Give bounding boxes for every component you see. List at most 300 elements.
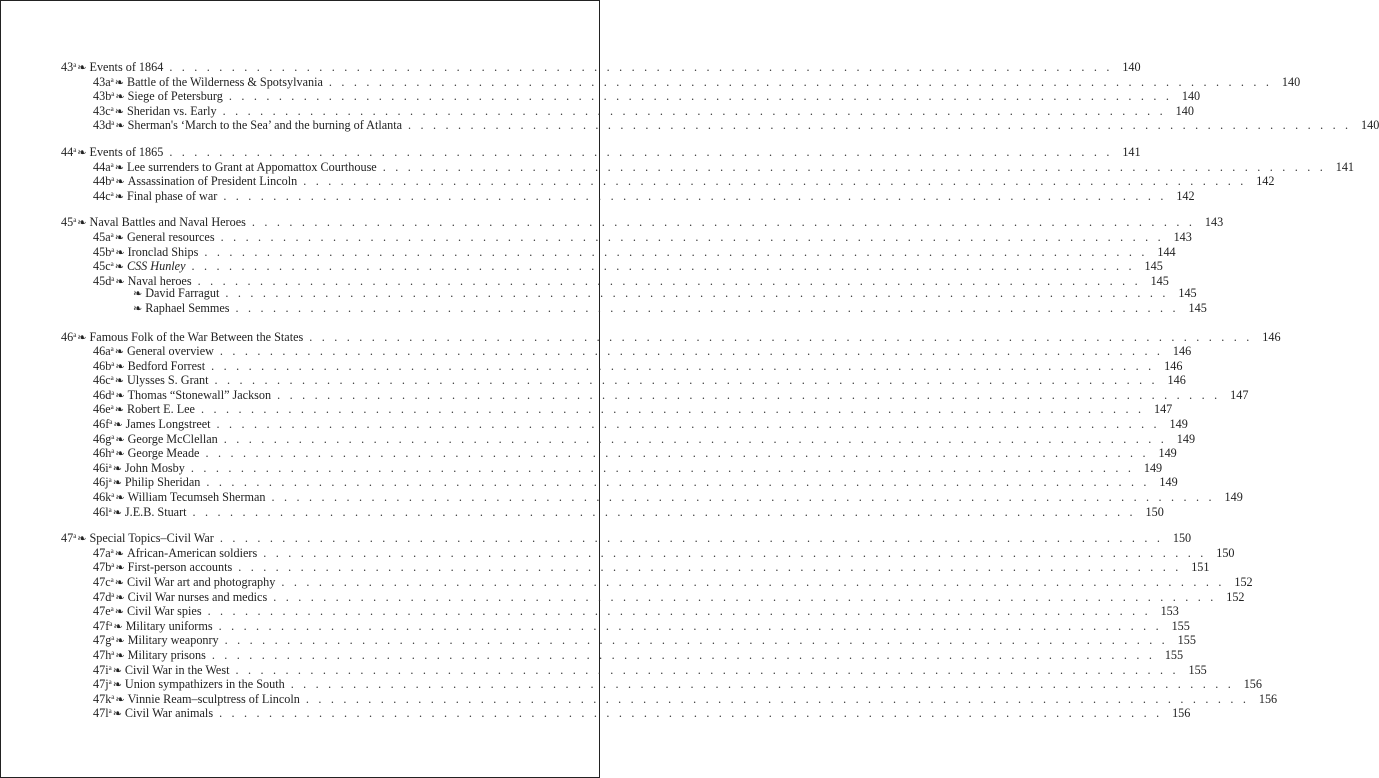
- fleuron-icon: ❧: [115, 649, 125, 662]
- entry-title: Vinnie Ream–sculptress of Lincoln: [127, 691, 300, 706]
- entry-number-superscript: a: [111, 175, 115, 184]
- entry-number-superscript: a: [111, 245, 115, 254]
- toc-section: [1, 58, 1379, 133]
- toc-entry[interactable]: [93, 116, 1379, 133]
- toc-entry[interactable]: [93, 243, 1176, 259]
- leader-dots: . . . . . . . . . . . . . . . . . . . . . . . . . . . . . . . . . . . . . . . . . . . . . . . . . . . . . . . . . . . . . . . . . . . . . . . . . . . .: [303, 174, 1247, 189]
- toc-entry[interactable]: [93, 704, 1191, 721]
- entry-title: Ulysses S. Grant: [126, 373, 209, 388]
- entry-number-text: 47k: [93, 691, 112, 706]
- leader-dots: . . . . . . . . . . . . . . . . . . . . . . . . . . . . . . . . . . . . . . . . . . . . . . . . . . . . . . . . . . . . . . . . . . . . . . . . . . . .: [277, 387, 1221, 402]
- entry-number-text: 45: [61, 215, 74, 230]
- entry-title: Famous Folk of the War Between the States: [89, 329, 304, 344]
- entry-page-number: 140: [1361, 118, 1379, 133]
- fleuron-icon: ❧: [77, 217, 87, 230]
- fleuron-icon: ❧: [115, 693, 125, 706]
- entry-number-text: 45b: [93, 244, 112, 259]
- toc-entry[interactable]: [93, 544, 1235, 560]
- entry-title: Events of 1865: [89, 144, 164, 159]
- fleuron-icon: ❧: [114, 190, 124, 203]
- entry-number-superscript: a: [110, 160, 114, 169]
- leader-dots: . . . . . . . . . . . . . . . . . . . . . . . . . . . . . . . . . . . . . . . . . . . . . . . . . . . . . . . . . . . . . . . . . . . . . . . . . . . .: [273, 589, 1217, 604]
- toc-entry[interactable]: [93, 187, 1195, 203]
- entry-number-text: 43d: [93, 118, 112, 133]
- entry-number-superscript: a: [111, 119, 115, 128]
- entry-title: Siege of Petersburg: [127, 89, 223, 104]
- entry-title: J.E.B. Stuart: [124, 504, 187, 519]
- entry-number-superscript: a: [111, 590, 115, 599]
- fleuron-icon: ❧: [112, 708, 122, 721]
- leader-dots: . . . . . . . . . . . . . . . . . . . . . . . . . . . . . . . . . . . . . . . . . . . . . . . . . . . . . . . . . . . . . . . . . . . . . . . . . . . .: [190, 460, 1135, 475]
- toc-entry[interactable]: [93, 488, 1243, 505]
- entry-number-superscript: a: [73, 532, 77, 541]
- entry-title: John Mosby: [124, 460, 185, 475]
- leader-dots: . . . . . . . . . . . . . . . . . . . . . . . . . . . . . . . . . . . . . . . . . . . . . . . . . . . . . . . . . . . . . . . . . . . . . . . . . . . .: [211, 647, 1156, 662]
- toc-entry[interactable]: [93, 617, 1190, 633]
- entry-number-text: 43c: [93, 103, 111, 118]
- toc-entry[interactable]: [93, 400, 1173, 417]
- leader-dots: . . . . . . . . . . . . . . . . . . . . . . . . . . . . . . . . . . . . . . . . . . . . . . . . . . . . . . . . . . . . . . . . . . . . . . . . . . . .: [192, 504, 1136, 519]
- entry-title: Naval Battles and Naval Heroes: [89, 215, 246, 230]
- leader-dots: . . . . . . . . . . . . . . . . . . . . . . . . . . . . . . . . . . . . . . . . . . . . . . . . . . . . . . . . . . . . . . . . . . . . . . . . . . . .: [263, 545, 1207, 560]
- toc-entry[interactable]: [132, 286, 1197, 301]
- fleuron-icon: ❧: [114, 375, 124, 388]
- entry-title: Civil War in the West: [124, 662, 230, 677]
- entry-title: Military prisons: [127, 647, 206, 662]
- entry-number-text: 43b: [93, 89, 112, 104]
- entry-number-text: 45a: [93, 229, 111, 244]
- fleuron-icon: ❧: [112, 664, 122, 677]
- leader-dots: . . . . . . . . . . . . . . . . . . . . . . . . . . . . . . . . . . . . . . . . . . . . . . . . . . . . . . . . . . . . . . . . . . . . . . . . . . . .: [223, 188, 1167, 203]
- entry-number-text: 47a: [93, 545, 111, 560]
- entry-number-text: 47: [61, 531, 74, 546]
- fleuron-icon: ❧: [115, 448, 125, 461]
- toc-entry[interactable]: [93, 661, 1207, 677]
- toc-entry[interactable]: [61, 143, 1141, 159]
- fleuron-icon: ❧: [114, 606, 124, 619]
- fleuron-icon: ❧: [114, 346, 124, 359]
- entry-number-text: 47h: [93, 647, 112, 662]
- leader-dots: . . . . . . . . . . . . . . . . . . . . . . . . . . . . . . . . . . . . . . . . . . . . . . . . . . . . . . . . . . . . . . . . . . . . . . . . . . . .: [219, 344, 1164, 359]
- fleuron-icon: ❧: [114, 161, 124, 174]
- entry-number-text: 46i: [93, 460, 109, 475]
- entry-page-number: 150: [1172, 531, 1192, 546]
- fleuron-icon: ❧: [114, 76, 124, 89]
- entry-page-number: 143: [1204, 215, 1224, 230]
- entry-number-superscript: a: [111, 388, 115, 397]
- entry-number-text: 46e: [93, 402, 111, 417]
- entry-page-number: 140: [1181, 89, 1201, 104]
- entry-number-superscript: a: [108, 505, 112, 514]
- entry-number-superscript: a: [109, 418, 113, 427]
- leader-dots: . . . . . . . . . . . . . . . . . . . . . . . . . . . . . . . . . . . . . . . . . . . . . . . . . . . . . . . . . . . . . . . . . . . . . . . . . . . .: [200, 402, 1145, 417]
- entry-number-text: 43: [61, 60, 74, 74]
- entry-title: William Tecumseh Sherman: [127, 490, 266, 505]
- fleuron-icon: ❧: [113, 419, 123, 432]
- leader-dots: . . . . . . . . . . . . . . . . . . . . . . . . . . . . . . . . . . . . . . . . . . . . . . . . . . . . . . . . . . . . . . . . . . . . . . . . . . . .: [408, 118, 1352, 133]
- fleuron-icon: ❧: [115, 91, 125, 104]
- entry-number-superscript: a: [111, 491, 115, 500]
- entry-number-text: 46d: [93, 387, 112, 402]
- toc-section: [1, 213, 1224, 315]
- entry-page-number: 146: [1167, 373, 1186, 388]
- leader-dots: . . . . . . . . . . . . . . . . . . . . . . . . . . . . . . . . . . . . . . . . . . . . . . . . . . . . . . . . . . . . . . . . . . . . . . . . . . . .: [219, 706, 1163, 721]
- entry-page-number: 149: [1224, 490, 1243, 505]
- entry-number-superscript: a: [108, 678, 112, 687]
- toc-entry[interactable]: [61, 58, 1141, 74]
- entry-number-text: 46b: [93, 358, 112, 373]
- entry-number-superscript: a: [111, 447, 115, 456]
- fleuron-icon: ❧: [112, 506, 122, 519]
- toc-entry[interactable]: [93, 87, 1201, 104]
- entry-number-text: 46c: [93, 373, 111, 388]
- entry-page-number: 149: [1169, 417, 1188, 432]
- entry-number-superscript: a: [73, 330, 77, 339]
- entry-page-number: 149: [1159, 475, 1178, 490]
- entry-page-number: 151: [1191, 560, 1210, 575]
- entry-title: First-person accounts: [127, 560, 233, 575]
- entry-number: [93, 503, 112, 520]
- toc-entry[interactable]: [93, 415, 1188, 432]
- toc-entry[interactable]: [93, 158, 1355, 174]
- entry-number-text: 47g: [93, 633, 112, 648]
- toc-entry[interactable]: [93, 172, 1275, 189]
- fleuron-icon: ❧: [114, 404, 124, 417]
- entry-number-text: 45c: [93, 259, 111, 274]
- leader-dots: . . . . . . . . . . . . . . . . . . . . . . . . . . . . . . . . . . . . . . . . . . . . . . . . . . . . . . . . . . . . . . . . . . . . . . . . . . . .: [222, 103, 1166, 118]
- entry-page-number: 149: [1176, 431, 1196, 446]
- entry-title: Assassination of President Lincoln: [127, 174, 298, 189]
- leader-dots: . . . . . . . . . . . . . . . . . . . . . . . . . . . . . . . . . . . . . . . . . . . . . . . . . . . . . . . . . . . . . . . . . . . . . . . . . . . .: [382, 159, 1327, 174]
- entry-page-number: 156: [1243, 677, 1262, 692]
- entry-page-number: 145: [1178, 286, 1197, 301]
- entry-title: Civil War spies: [126, 604, 202, 619]
- entry-title: Civil War art and photography: [126, 575, 276, 589]
- toc-entry[interactable]: [93, 371, 1186, 388]
- entry-number-superscript: a: [110, 546, 114, 555]
- toc-entry[interactable]: [61, 529, 1192, 546]
- entry-page-number: 152: [1234, 575, 1253, 589]
- toc-entry[interactable]: [93, 690, 1278, 706]
- leader-dots: . . . . . . . . . . . . . . . . . . . . . . . . . . . . . . . . . . . . . . . . . . . . . . . . . . . . . . . . . . . . . . . . . . . . . . . . . . . .: [207, 604, 1151, 619]
- fleuron-icon: ❧: [115, 635, 125, 648]
- toc-entry[interactable]: [93, 588, 1245, 604]
- leader-dots: . . . . . . . . . . . . . . . . . . . . . . . . . . . . . . . . . . . . . . . . . . . . . . . . . . . . . . . . . . . . . . . . . . . . . . . . . . . .: [235, 662, 1179, 677]
- entry-title: Final phase of war: [126, 188, 218, 203]
- fleuron-icon: ❧: [114, 577, 124, 589]
- toc-section: [1, 143, 1355, 203]
- entry-number-text: 46j: [93, 475, 109, 490]
- leader-dots: . . . . . . . . . . . . . . . . . . . . . . . . . . . . . . . . . . . . . . . . . . . . . . . . . . . . . . . . . . . . . . . . . . . . . . . . . . . .: [206, 475, 1150, 490]
- entry-title: Bedford Forrest: [127, 358, 206, 373]
- entry-page-number: 140: [1175, 103, 1194, 118]
- leader-dots: . . . . . . . . . . . . . . . . . . . . . . . . . . . . . . . . . . . . . . . . . . . . . . . . . . . . . . . . . . . . . . . . . . . . . . . . . . . .: [220, 229, 1164, 244]
- entry-number-superscript: a: [111, 90, 115, 99]
- toc-entry[interactable]: [93, 602, 1179, 619]
- entry-number-superscript: a: [111, 692, 115, 701]
- entry-title: Lee surrenders to Grant at Appomattox Courthouse: [126, 159, 377, 174]
- entry-page-number: 145: [1144, 259, 1163, 274]
- entry-number-superscript: a: [111, 561, 115, 570]
- toc-entry[interactable]: [93, 430, 1196, 446]
- leader-dots: . . . . . . . . . . . . . . . . . . . . . . . . . . . . . . . . . . . . . . . . . . . . . . . . . . . . . . . . . . . . . . . . . . . . . . . . . . . .: [214, 373, 1158, 388]
- entry-number-superscript: a: [110, 345, 114, 354]
- toc-entry[interactable]: [132, 300, 1207, 316]
- entry-title: Civil War animals: [124, 706, 214, 721]
- entry-number-superscript: a: [111, 274, 115, 283]
- leader-dots: . . . . . . . . . . . . . . . . . . . . . . . . . . . . . . . . . . . . . . . . . . . . . . . . . . . . . . . . . . . . . . . . . . . . . . . . . . . .: [169, 60, 1113, 74]
- entry-number-superscript: a: [110, 374, 114, 383]
- toc-entry[interactable]: [93, 473, 1178, 490]
- entry-number-text: 44b: [93, 174, 112, 189]
- entry-page-number: 150: [1145, 504, 1164, 519]
- entry-number-superscript: a: [109, 619, 113, 628]
- entry-number: [61, 58, 76, 75]
- entry-number: [61, 529, 76, 546]
- entry-title: David Farragut: [145, 286, 220, 301]
- entry-number-text: 47l: [93, 706, 109, 721]
- entry-number-superscript: a: [110, 75, 114, 84]
- leader-dots: . . . . . . . . . . . . . . . . . . . . . . . . . . . . . . . . . . . . . . . . . . . . . . . . . . . . . . . . . . . . . . . . . . . . . . . . . . . .: [211, 358, 1155, 373]
- entry-number-text: 43a: [93, 74, 111, 89]
- entry-page-number: 142: [1176, 188, 1195, 203]
- entry-number: [61, 328, 76, 345]
- entry-page-number: 146: [1262, 329, 1281, 344]
- entry-number-text: 46h: [93, 446, 112, 461]
- leader-dots: . . . . . . . . . . . . . . . . . . . . . . . . . . . . . . . . . . . . . . . . . . . . . . . . . . . . . . . . . . . . . . . . . . . . . . . . . . . .: [204, 244, 1148, 259]
- entry-title: Union sympathizers in the South: [124, 677, 285, 692]
- fleuron-icon: ❧: [115, 246, 125, 259]
- entry-number-superscript: a: [108, 461, 112, 470]
- leader-dots: . . . . . . . . . . . . . . . . . . . . . . . . . . . . . . . . . . . . . . . . . . . . . . . . . . . . . . . . . . . . . . . . . . . . . . . . . . . .: [251, 215, 1196, 230]
- toc-entry[interactable]: [93, 342, 1192, 359]
- toc-entry[interactable]: [61, 213, 1224, 230]
- fleuron-icon: ❧: [113, 620, 123, 633]
- toc-section: [1, 328, 1281, 519]
- entry-number-text: 46g: [93, 431, 112, 446]
- entry-title: Military weaponry: [127, 633, 219, 648]
- entry-number: [93, 187, 114, 204]
- entry-number-superscript: a: [73, 145, 77, 154]
- fleuron-icon: ❧: [112, 679, 122, 692]
- leader-dots: . . . . . . . . . . . . . . . . . . . . . . . . . . . . . . . . . . . . . . . . . . . . . . . . . . . . . . . . . . . . . . . . . . . . . . . . . . . .: [271, 490, 1215, 505]
- entry-number: [61, 213, 76, 230]
- entry-number-superscript: a: [111, 432, 115, 441]
- entry-number-superscript: a: [73, 61, 77, 69]
- leader-dots: . . . . . . . . . . . . . . . . . . . . . . . . . . . . . . . . . . . . . . . . . . . . . . . . . . . . . . . . . . . . . . . . . . . . . . . . . . . .: [290, 677, 1234, 692]
- toc-entry[interactable]: [93, 272, 1169, 288]
- leader-dots: . . . . . . . . . . . . . . . . . . . . . . . . . . . . . . . . . . . . . . . . . . . . . . . . . . . . . . . . . . . . . . . . . . . . . . . . . . . .: [191, 259, 1135, 274]
- toc-entry[interactable]: [93, 357, 1183, 373]
- toc-entry[interactable]: [93, 503, 1164, 519]
- entry-number-text: 44c: [93, 188, 111, 203]
- entry-number-text: 46l: [93, 504, 109, 519]
- entry-number-superscript: a: [111, 634, 115, 643]
- fleuron-icon: ❧: [133, 288, 143, 301]
- fleuron-icon: ❧: [77, 331, 87, 344]
- entry-number-superscript: a: [110, 230, 114, 239]
- entry-title: Events of 1864: [89, 60, 164, 74]
- leader-dots: . . . . . . . . . . . . . . . . . . . . . . . . . . . . . . . . . . . . . . . . . . . . . . . . . . . . . . . . . . . . . . . . . . . . . . . . . . . .: [328, 74, 1273, 89]
- entry-number-text: 46: [61, 329, 74, 344]
- entry-page-number: 142: [1256, 174, 1275, 189]
- fleuron-icon: ❧: [115, 562, 125, 575]
- entry-title: George McClellan: [127, 431, 218, 446]
- entry-page-number: 140: [1281, 74, 1301, 89]
- toc-entry[interactable]: [93, 257, 1163, 274]
- entry-title: Battle of the Wilderness & Spotsylvania: [126, 74, 323, 89]
- leader-dots: . . . . . . . . . . . . . . . . . . . . . . . . . . . . . . . . . . . . . . . . . . . . . . . . . . . . . . . . . . . . . . . . . . . . . . . . . . . .: [205, 446, 1149, 461]
- entry-number-text: 46f: [93, 417, 110, 432]
- toc-entry[interactable]: [93, 459, 1163, 475]
- table-of-contents: [1, 58, 1379, 731]
- entry-title: James Longstreet: [125, 417, 211, 432]
- entry-number-text: 45d: [93, 273, 112, 288]
- fleuron-icon: ❧: [115, 433, 125, 446]
- toc-entry[interactable]: [93, 558, 1210, 575]
- leader-dots: . . . . . . . . . . . . . . . . . . . . . . . . . . . . . . . . . . . . . . . . . . . . . . . . . . . . . . . . . . . . . . . . . . . . . . . . . . . .: [218, 618, 1162, 633]
- toc-entry[interactable]: [93, 675, 1262, 692]
- entry-title: Military uniforms: [125, 618, 213, 633]
- leader-dots: . . . . . . . . . . . . . . . . . . . . . . . . . . . . . . . . . . . . . . . . . . . . . . . . . . . . . . . . . . . . . . . . . . . . . . . . . . . .: [224, 633, 1168, 648]
- entry-page-number: 141: [1122, 144, 1141, 159]
- entry-page-number: 155: [1164, 647, 1184, 662]
- toc-entry[interactable]: [93, 444, 1177, 461]
- entry-page-number: 153: [1160, 604, 1179, 619]
- fleuron-icon: ❧: [77, 146, 87, 159]
- entry-title: Philip Sheridan: [124, 475, 201, 490]
- entry-page-number: 144: [1157, 244, 1176, 259]
- entry-page-number: 149: [1143, 460, 1163, 475]
- entry-number-text: 47f: [93, 618, 110, 633]
- toc-entry[interactable]: [93, 573, 1253, 589]
- leader-dots: . . . . . . . . . . . . . . . . . . . . . . . . . . . . . . . . . . . . . . . . . . . . . . . . . . . . . . . . . . . . . . . . . . . . . . . . . . . .: [238, 560, 1182, 575]
- entry-page-number: 140: [1122, 60, 1141, 74]
- entry-title: Raphael Semmes: [145, 300, 230, 315]
- entry-page-number: 147: [1153, 402, 1173, 417]
- entry-page-number: 150: [1216, 545, 1235, 560]
- entry-page-number: 145: [1188, 300, 1207, 315]
- entry-page-number: 149: [1158, 446, 1177, 461]
- entry-page-number: 146: [1172, 344, 1192, 359]
- entry-number-text: 47j: [93, 677, 109, 692]
- entry-title: CSS Hunley: [126, 259, 186, 274]
- entry-number: [93, 272, 114, 289]
- entry-title: Special Topics–Civil War: [89, 531, 214, 546]
- fleuron-icon: ❧: [115, 176, 125, 189]
- entry-page-number: 155: [1177, 633, 1196, 648]
- entry-title: General overview: [126, 344, 214, 359]
- entry-number-text: 47i: [93, 662, 109, 677]
- entry-number-text: 46a: [93, 344, 111, 359]
- entry-page-number: 146: [1164, 358, 1183, 373]
- leader-dots: . . . . . . . . . . . . . . . . . . . . . . . . . . . . . . . . . . . . . . . . . . . . . . . . . . . . . . . . . . . . . . . . . . . . . . . . . . . .: [223, 431, 1168, 446]
- entry-number: [93, 116, 114, 133]
- toc-entry[interactable]: [93, 73, 1301, 89]
- entry-number-superscript: a: [73, 216, 77, 225]
- entry-number-text: 47c: [93, 575, 111, 589]
- entry-title: Naval heroes: [127, 273, 192, 288]
- entry-title: Sherman's ‘March to the Sea’ and the burning of Atlanta: [127, 118, 403, 133]
- leader-dots: . . . . . . . . . . . . . . . . . . . . . . . . . . . . . . . . . . . . . . . . . . . . . . . . . . . . . . . . . . . . . . . . . . . . . . . . . . . .: [228, 89, 1173, 104]
- fleuron-icon: ❧: [115, 492, 125, 505]
- entry-number-superscript: a: [111, 359, 115, 368]
- entry-page-number: 155: [1188, 662, 1207, 677]
- leader-dots: . . . . . . . . . . . . . . . . . . . . . . . . . . . . . . . . . . . . . . . . . . . . . . . . . . . . . . . . . . . . . . . . . . . . . . . . . . . .: [235, 300, 1179, 315]
- fleuron-icon: ❧: [112, 477, 122, 490]
- entry-page-number: 156: [1258, 691, 1278, 706]
- toc-entry[interactable]: [93, 228, 1192, 244]
- fleuron-icon: ❧: [115, 275, 125, 288]
- toc-entry[interactable]: [93, 102, 1194, 118]
- toc-entry[interactable]: [93, 386, 1249, 402]
- entry-number: [93, 704, 112, 721]
- toc-entry[interactable]: [93, 646, 1184, 662]
- entry-number-text: 47d: [93, 589, 112, 604]
- leader-dots: . . . . . . . . . . . . . . . . . . . . . . . . . . . . . . . . . . . . . . . . . . . . . . . . . . . . . . . . . . . . . . . . . . . . . . . . . . . .: [197, 273, 1141, 288]
- entry-title: George Meade: [127, 446, 200, 461]
- toc-entry[interactable]: [93, 631, 1196, 648]
- entry-page-number: 143: [1173, 229, 1192, 244]
- entry-number-superscript: a: [108, 707, 112, 716]
- leader-dots: . . . . . . . . . . . . . . . . . . . . . . . . . . . . . . . . . . . . . . . . . . . . . . . . . . . . . . . . . . . . . . . . . . . . . . . . . . . .: [309, 329, 1253, 344]
- entry-number-text: 44: [61, 144, 74, 159]
- entry-title: Sheridan vs. Early: [126, 103, 217, 118]
- fleuron-icon: ❧: [115, 360, 125, 373]
- entry-number-text: 44a: [93, 159, 111, 174]
- entry-title: Thomas “Stonewall” Jackson: [127, 387, 272, 402]
- entry-number-superscript: a: [110, 605, 114, 614]
- entry-page-number: 156: [1172, 706, 1191, 721]
- fleuron-icon: ❧: [115, 591, 125, 604]
- entry-number-superscript: a: [108, 476, 112, 485]
- toc-section: [1, 529, 1278, 721]
- leader-dots: . . . . . . . . . . . . . . . . . . . . . . . . . . . . . . . . . . . . . . . . . . . . . . . . . . . . . . . . . . . . . . . . . . . . . . . . . . . .: [216, 417, 1160, 432]
- fleuron-icon: ❧: [114, 261, 124, 274]
- entry-title: General resources: [126, 229, 215, 244]
- entry-number-superscript: a: [108, 663, 112, 672]
- entry-page-number: 152: [1226, 589, 1245, 604]
- toc-entry[interactable]: [61, 328, 1281, 344]
- entry-number-text: 47b: [93, 560, 112, 575]
- entry-title: African-American soldiers: [126, 545, 258, 560]
- entry-number: [61, 143, 76, 160]
- fleuron-icon: ❧: [112, 462, 122, 475]
- entry-number-superscript: a: [110, 260, 114, 269]
- entry-number-superscript: a: [111, 648, 115, 657]
- fleuron-icon: ❧: [114, 547, 124, 560]
- fleuron-icon: ❧: [77, 533, 87, 546]
- leader-dots: . . . . . . . . . . . . . . . . . . . . . . . . . . . . . . . . . . . . . . . . . . . . . . . . . . . . . . . . . . . . . . . . . . . . . . . . . . . .: [225, 286, 1169, 301]
- fleuron-icon: ❧: [114, 231, 124, 244]
- leader-dots: . . . . . . . . . . . . . . . . . . . . . . . . . . . . . . . . . . . . . . . . . . . . . . . . . . . . . . . . . . . . . . . . . . . . . . . . . . . .: [219, 531, 1164, 546]
- fleuron-icon: ❧: [115, 389, 125, 402]
- fleuron-icon: ❧: [133, 302, 143, 315]
- leader-dots: . . . . . . . . . . . . . . . . . . . . . . . . . . . . . . . . . . . . . . . . . . . . . . . . . . . . . . . . . . . . . . . . . . . . . . . . . . . .: [169, 144, 1113, 159]
- fleuron-icon: ❧: [77, 62, 87, 74]
- entry-title: Civil War nurses and medics: [127, 589, 268, 604]
- entry-number-text: 47e: [93, 604, 111, 619]
- entry-number-superscript: a: [110, 403, 114, 412]
- entry-number-superscript: a: [110, 189, 114, 198]
- entry-number-superscript: a: [110, 104, 114, 113]
- entry-number-superscript: a: [110, 576, 114, 584]
- entry-title: Ironclad Ships: [127, 244, 199, 259]
- leader-dots: . . . . . . . . . . . . . . . . . . . . . . . . . . . . . . . . . . . . . . . . . . . . . . . . . . . . . . . . . . . . . . . . . . . . . . . . . . . .: [305, 691, 1250, 706]
- fleuron-icon: ❧: [114, 105, 124, 118]
- entry-number-text: 46k: [93, 490, 112, 505]
- entry-title: Robert E. Lee: [126, 402, 195, 417]
